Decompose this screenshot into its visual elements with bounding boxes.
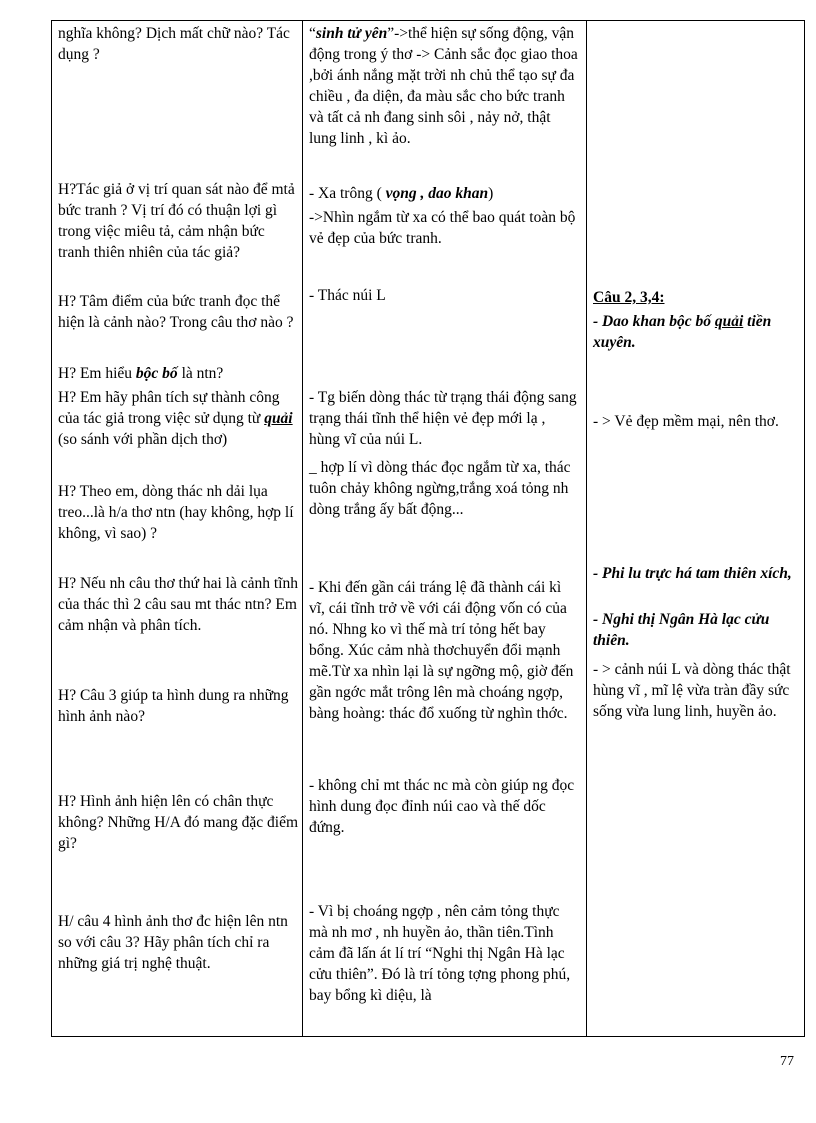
note-text: - > cảnh núi L và dòng thác thật hùng vĩ , mĩ lệ vừa tràn đầy sức sống vừa lung linh, huyền ảo. <box>593 661 791 720</box>
analysis-text: _ hợp lí vì dòng thác đọc ngắm từ xa, thác tuôn chảy không ngừng,trắng xoá tỏng nh dòng trắng ấy bất động... <box>309 459 571 518</box>
analysis-text: ->Nhìn ngắm từ xa có thể bao quát toàn bộ vẻ đẹp của bức tranh. <box>309 209 576 247</box>
question-text: H? Tâm điểm của bức tranh đọc thể hiện là cảnh nào? Trong câu thơ nào ? <box>58 293 294 331</box>
page-number: 77 <box>780 1054 794 1069</box>
analysis-text: - không chỉ mt thác nc mà còn giúp ng đọc hình dung đọc đỉnh núi cao và thế dốc đứng. <box>309 777 575 836</box>
notes-heading: Câu 2, 3,4: <box>593 289 665 306</box>
analysis-text: - Khi đến gần cái tráng lệ đã thành cái kì vĩ, cái tĩnh trở về với cái động vốn có của nó. Nhng ko vì thế mà trí tỏng hết bay bổng. Xúc cảm nhà thơchuyển đổi mạnh mẽ.Từ xa nhìn lại là sự ngỡng mộ, giờ đến gần ngớc mắt trông lên mà choáng ngợp, bàng hoàng: thác đổ xuống từ nghìn thớc. <box>309 579 574 722</box>
poem-line: - Dao khan bộc bố quải tiền xuyên. <box>593 313 772 351</box>
question-text: nghĩa không? Dịch mất chữ nào? Tác dụng ? <box>58 25 290 63</box>
question-text: H/ câu 4 hình ảnh thơ đc hiện lên ntn so với câu 3? Hãy phân tích chỉ ra những giá trị nghệ thuật. <box>58 913 288 972</box>
analysis-text: “sinh tử yên”->thể hiện sự sống động, vận động trong ý thơ -> Cảnh sắc đọc giao thoa ,bởi ánh nắng mặt trời nh chủ thể tạo sự đa chiều , đa diện, đa màu sắc cho bức tranh và tất cả nh đang sinh sôi , nảy nở, thật lung linh , kì ảo. <box>309 25 578 147</box>
question-text: H? Theo em, dòng thác nh dải lụa treo...là h/a thơ ntn (hay không, hợp lí không, vì sao) ? <box>58 483 294 542</box>
column-divider <box>586 21 587 1036</box>
question-text: H? Câu 3 giúp ta hình dung ra những hình ảnh nào? <box>58 687 289 725</box>
poem-line: - Nghi thị Ngân Hà lạc cửu thiên. <box>593 611 770 649</box>
analysis-text: - Thác núi L <box>309 287 386 304</box>
question-text: H?Tác giả ở vị trí quan sát nào để mtả bức tranh ? Vị trí đó có thuận lợi gì trong việc miêu tả, cảm nhận bức tranh thiên nhiên của tác giả? <box>58 181 295 261</box>
analysis-column <box>309 21 579 1036</box>
question-text: H? Hình ảnh hiện lên có chân thực không? Những H/A đó mang đặc điểm gì? <box>58 793 299 852</box>
question-text: H? Em hãy phân tích sự thành công của tác giả trong việc sử dụng từ quải (so sánh với phần dịch thơ) <box>58 389 293 448</box>
poem-line: - Phi lu trực há tam thiên xích, <box>593 565 792 582</box>
question-text: H? Em hiểu bộc bố là ntn? <box>58 365 224 382</box>
note-text: - > Vẻ đẹp mềm mại, nên thơ. <box>593 413 779 430</box>
analysis-text: - Xa trông ( vọng , dao khan) <box>309 185 494 202</box>
lesson-table <box>51 20 805 1037</box>
questions-column <box>58 21 298 1036</box>
notes-column <box>593 21 800 1036</box>
question-text: H? Nếu nh câu thơ thứ hai là cảnh tĩnh của thác thì 2 câu sau mt thác ntn? Em cảm nhận và phân tích. <box>58 575 298 634</box>
column-divider <box>302 21 303 1036</box>
analysis-text: - Vì bị choáng ngợp , nên cảm tỏng thực mà nh mơ , nh huyền ảo, thần tiên.Tình cảm đã lấn át lí trí “Nghi thị Ngân Hà lạc cửu thiên”. Đó là trí tỏng tợng phong phú, bay bổng kì diệu, là <box>309 903 571 1004</box>
analysis-text: - Tg biến dòng thác từ trạng thái động sang trạng thái tĩnh thể hiện vẻ đẹp mới lạ , hùng vĩ của núi L. <box>309 389 577 448</box>
